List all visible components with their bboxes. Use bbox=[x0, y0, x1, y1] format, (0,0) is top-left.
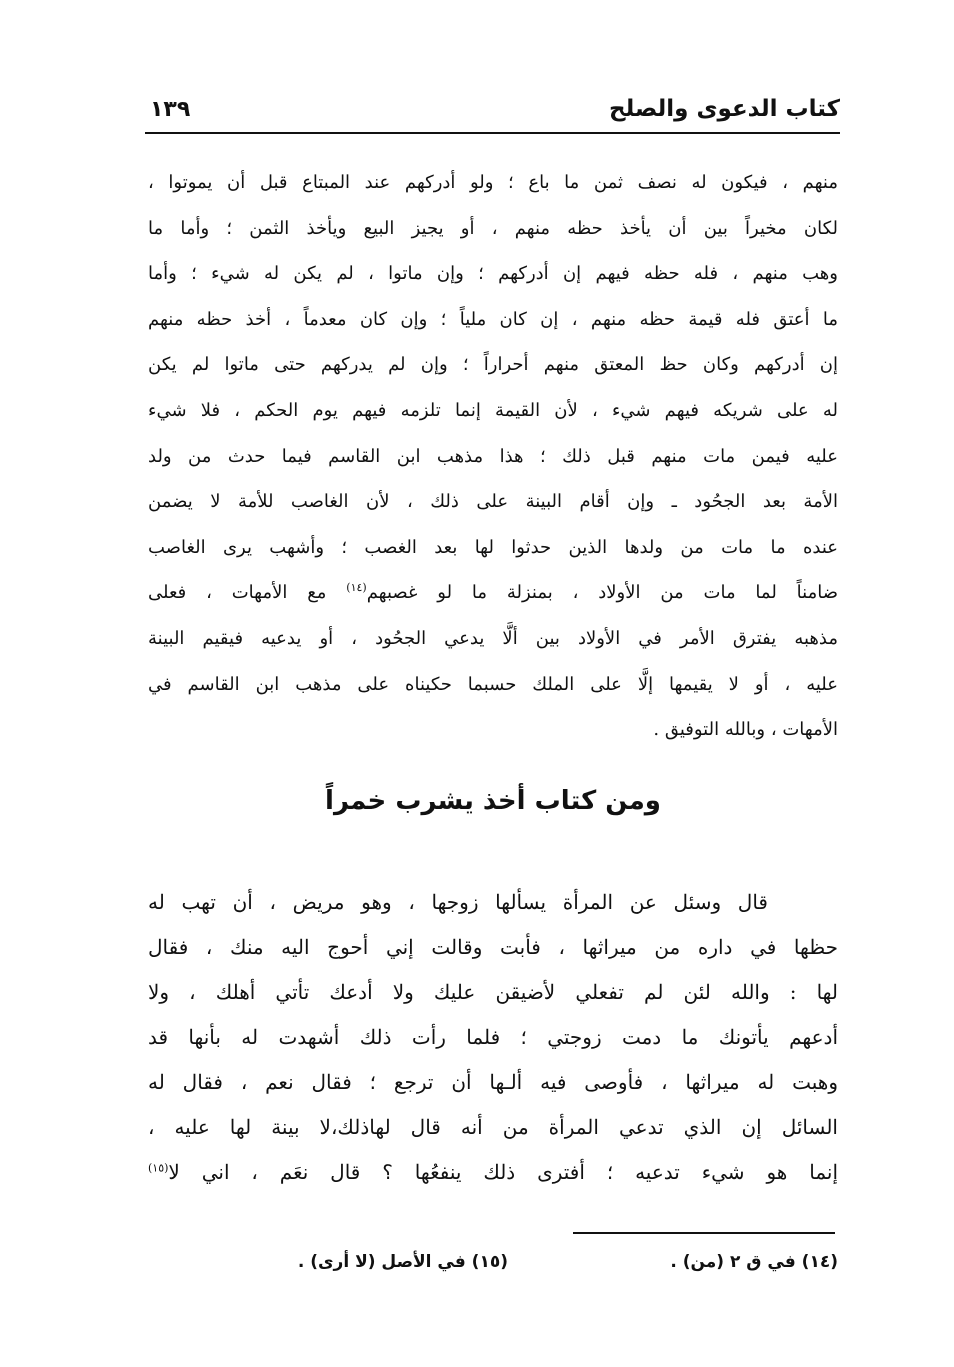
paragraph-1-line: له على شريكه فيهم شيء ، لأن القيمة إنما تلزمه فيهم يوم الحكم ، فلا شيء bbox=[148, 399, 838, 421]
paragraph-2-line: أدعهم يأتونك ما دمت زوجتي ؛ فلما رأت ذلك أشهدت له بأنها قد bbox=[148, 1025, 838, 1049]
section-heading: ومن كتاب أخذ يشرب خمراً bbox=[325, 786, 661, 816]
footnote-rule bbox=[573, 1232, 835, 1234]
paragraph-1 bbox=[148, 160, 838, 753]
paragraph-1-line: الأمهات ، وبالله التوفيق . bbox=[653, 719, 838, 741]
paragraph-2-line: السائل إن الذي تدعي المرأة من أنه قال لهاذلك،لا بينة لها عليه ، bbox=[148, 1115, 838, 1139]
paragraph-1-line: منهم ، فيكون له نصف ثمن ما باع ؛ ولو أدركهم عند المبتاع قبل أن يموتوا ، bbox=[148, 172, 838, 193]
paragraph-2-line: وهبت له ميراثها ، فأوصى فيه ألـها أن ترجع ؛ فقال نعم ، فقال له bbox=[148, 1070, 838, 1094]
paragraph-1-line: ما أعتق فله قيمة حظه منهم ، إن كان ملياً ؛ وإن كان معدماً ، أخذ حظه منهم bbox=[148, 308, 838, 330]
paragraph-1-line: مذهبه يفترق الأمر في الأولاد بين ألَّا يدعي الجحُود ، أو يدعيه فيقيم البينة bbox=[148, 627, 838, 649]
footnote-ref-14[interactable]: (١٤) bbox=[346, 581, 367, 595]
paragraph-1-line: الأمة بعد الجحُود ـ وإن أقام البينة على ذلك ، لأن الغاصب للأمة لا يضمن bbox=[148, 491, 838, 513]
line-text: ضامناً لما مات من الأولاد ، بمنزلة ما لو غصبهم bbox=[366, 582, 838, 604]
paragraph-1-line: عليه ، أو لا يقيمها إلَّا على الملك حسبما حكيناه على مذهب ابن القاسم في bbox=[148, 673, 838, 695]
paragraph-1-line: لكان مخيراً بين أن يأخذ حظه منهم ، أو يجيز البيع ويأخذ الثمن ؛ وأما ما bbox=[148, 217, 839, 239]
footnote-14: (١٤) في ق ٢ (من) . bbox=[670, 1252, 838, 1272]
line-text: إنما هو شيء تدعيه ؛ أفترى ذلك ينفعُها ؟ قال نعَم ، اني لا bbox=[168, 1160, 838, 1184]
paragraph-2 bbox=[148, 880, 838, 1195]
footnote-ref-15[interactable]: (١٥) bbox=[148, 1161, 169, 1175]
paragraph-2-line: لها : والله لئن لم تفعلي لأضيقن عليك ولا أدعك تأتي أهلك ، ولا bbox=[148, 980, 838, 1004]
paragraph-1-line-with-note bbox=[148, 570, 838, 616]
running-title: كتاب الدعوى والصلح bbox=[609, 96, 840, 122]
footnote-15: (١٥) في الأصل (لا أرى) . bbox=[297, 1252, 508, 1272]
running-header bbox=[150, 92, 840, 126]
line-text: مع الأمهات ، فعلى bbox=[148, 582, 327, 604]
page-number: ١٣٩ bbox=[150, 96, 191, 122]
paragraph-1-line: إن أدركهم وكان حظ المعتق منهم أحراراً ؛ وإن لم يدركهم حتى ماتوا لم يكن bbox=[148, 354, 838, 376]
paragraph-1-line: وهب منهم ، فله حظه فيهم إن أدركهم ؛ وإن ماتوا ، لم يكن له شيء ؛ وأما bbox=[148, 263, 838, 285]
footnotes bbox=[148, 1252, 838, 1280]
paragraph-1-line: عليه فيمن مات منهم قبل ذلك ؛ هذا مذهب ابن القاسم فيما حدث من ولد bbox=[148, 445, 838, 467]
paragraph-2-line-with-note bbox=[148, 1150, 838, 1195]
paragraph-2-line: قال وسئل عن المرأة يسألها زوجها ، وهو مريض ، أن تهب له bbox=[148, 890, 768, 914]
paragraph-2-line: حظها في داره من ميراثها ، فأبت وقالت إني أحوج اليه منك ، فقال bbox=[148, 935, 838, 959]
header-rule bbox=[145, 132, 840, 134]
paragraph-1-line: عنده ما مات من ولدها الذين حدثوا لها بعد الغصب ؛ وأشهب يرى الغاصب bbox=[148, 536, 838, 558]
